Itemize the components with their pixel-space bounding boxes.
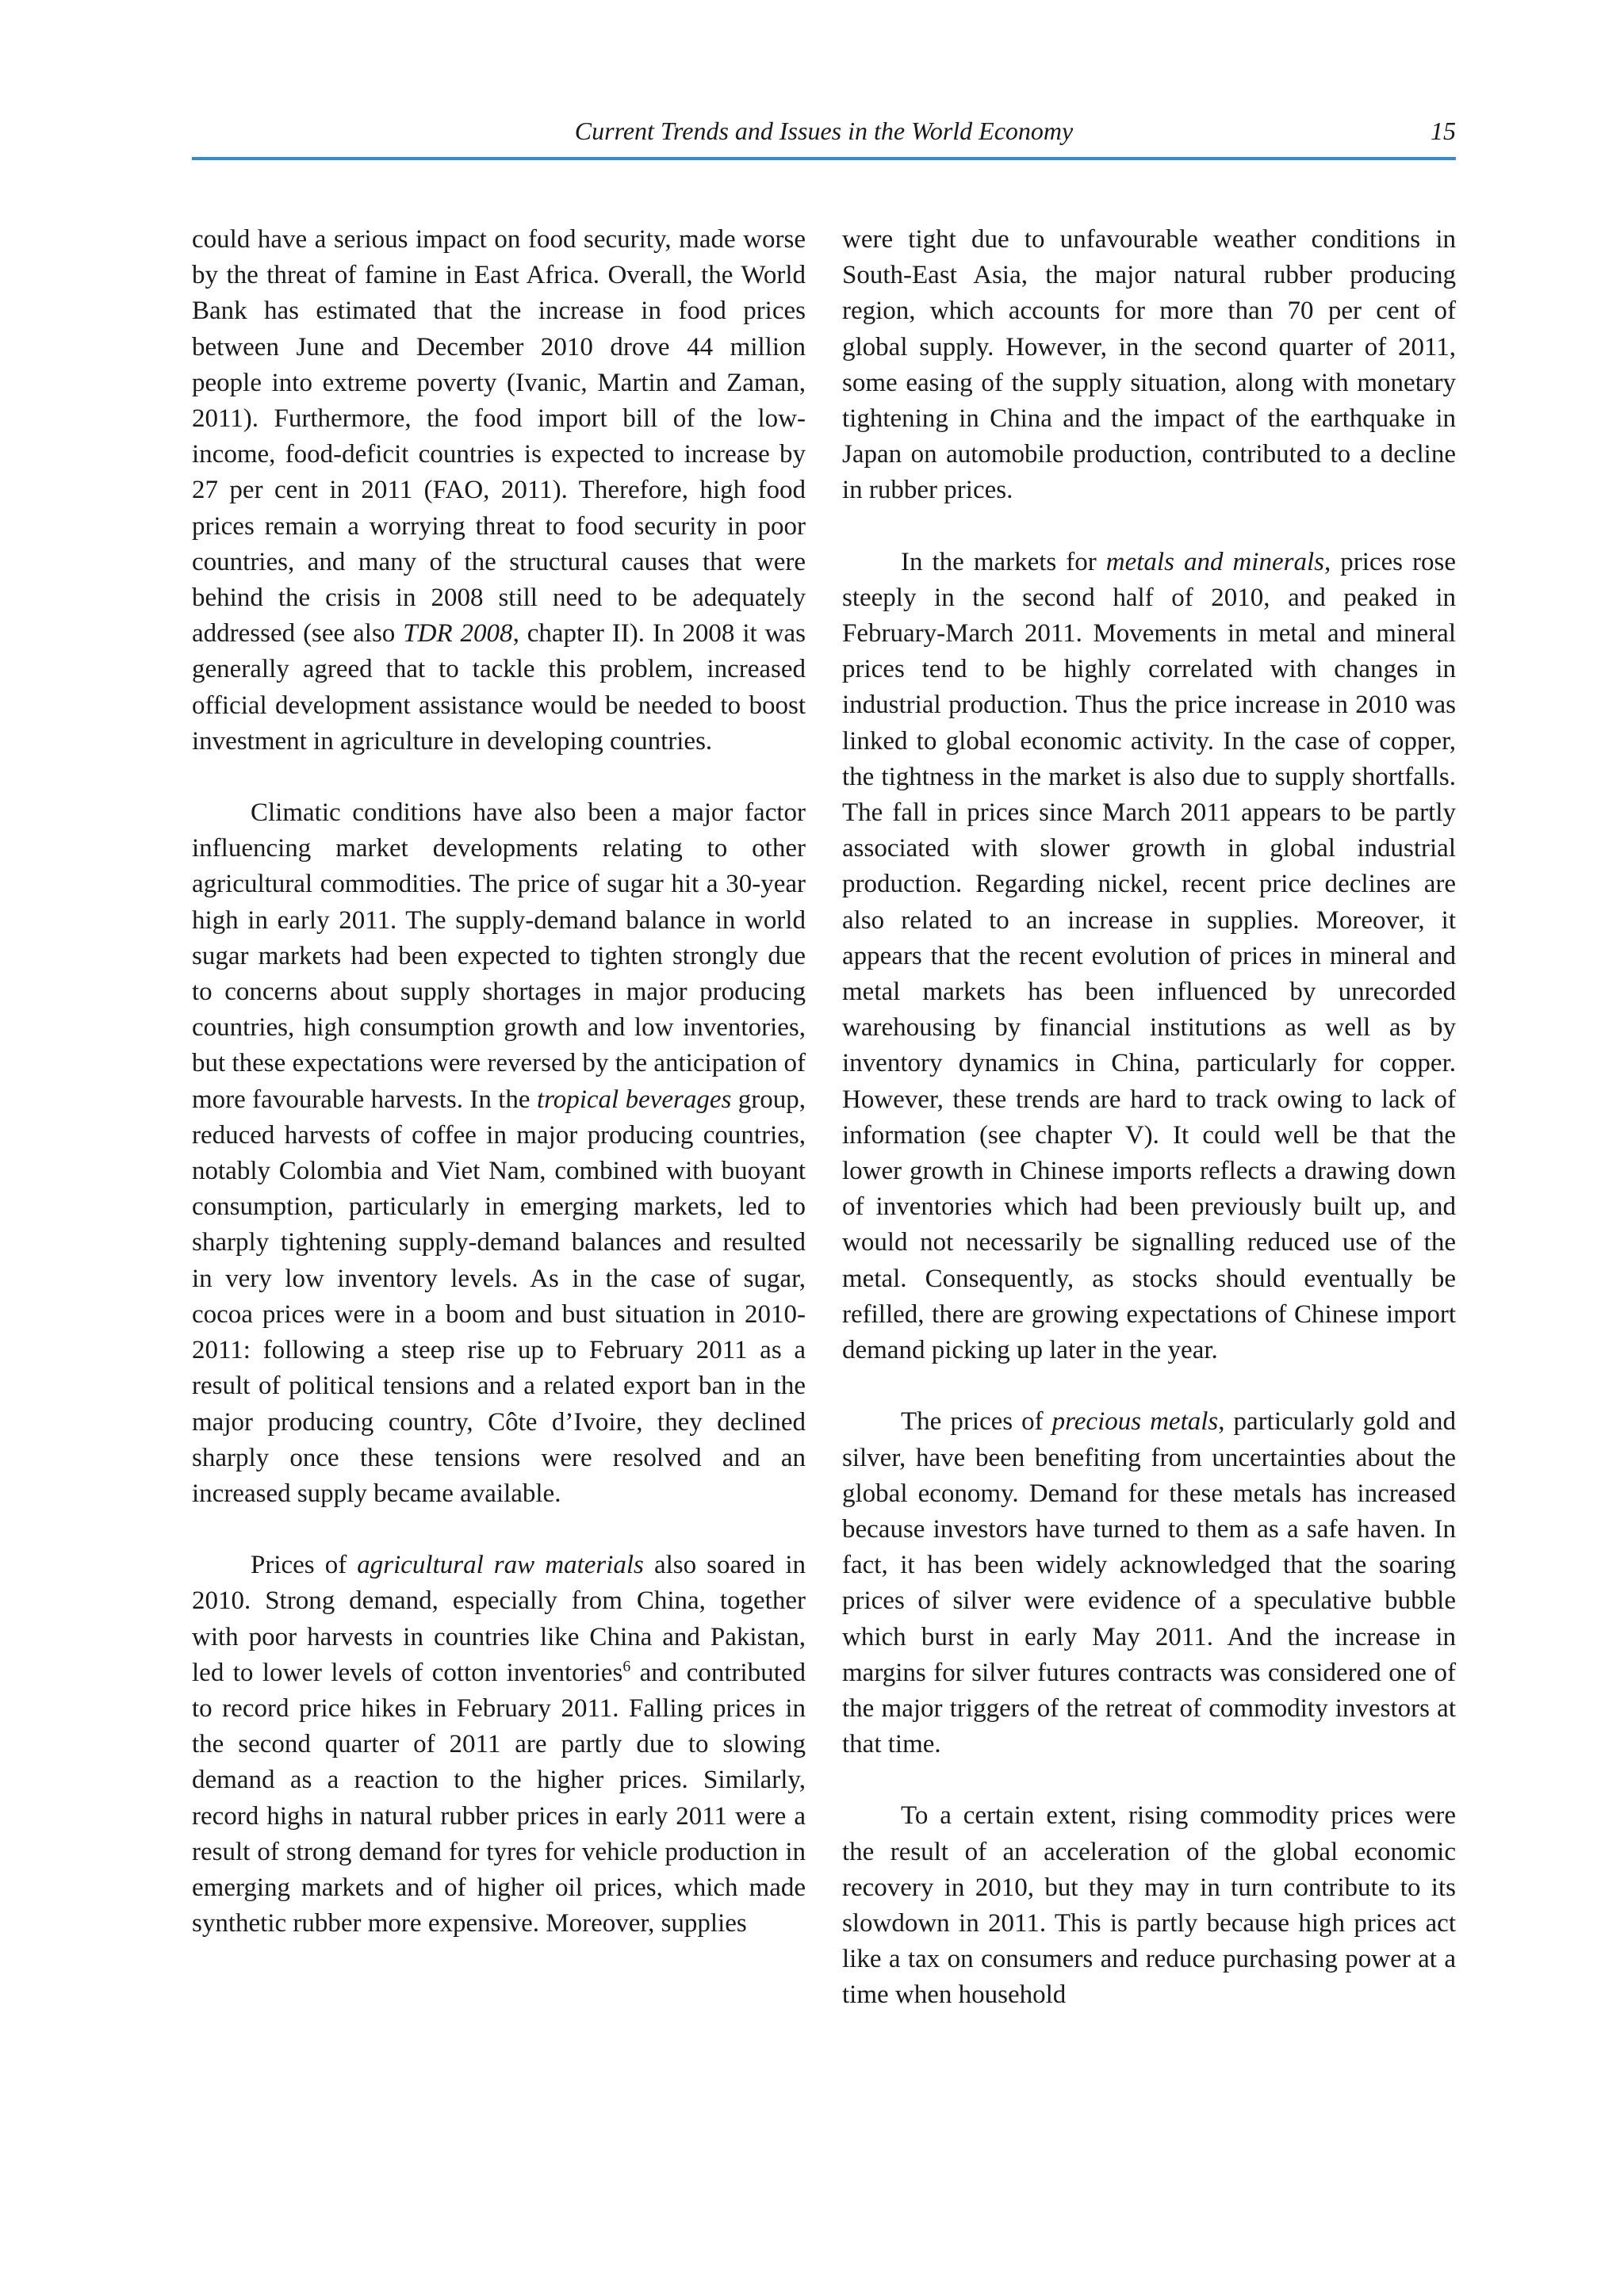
text-span: Prices of [251,1551,358,1580]
text-span: In the markets for [901,547,1106,576]
text-span: , particularly gold and silver, have been benefiting from uncertainties about the global economy. Demand for these metals has increased because investors have turned to them as a safe haven. In fact, it has been widely acknowledged that the soaring prices of silver were evidence of a speculative bubble which burst in early May 2011. And the increase in margins for silver futures contracts was considered one of the major triggers of the retreat of commodity investors at that time. [842,1407,1456,1759]
text-span: could have a serious impact on food security, made worse by the threat of famine in East Africa. Overall, the World Bank has estimated that the increase in food prices between June and December 2010 drove 44 million people into extreme poverty (Ivanic, Martin and Zaman, 2011). Furthermore, the food import bill of the low-income, food-deficit countries is expected to increase by 27 per cent in 2011 (FAO, 2011). Therefore, high food prices remain a worrying threat to food security in poor countries, and many of the structural causes that were behind the crisis in 2008 still need to be adequately addressed (see also [192,225,806,649]
italic-term: precious metals [1051,1407,1219,1437]
paragraph-raw-materials [192,1548,806,1942]
italic-term: agricultural raw materials [357,1551,644,1580]
text-span: group, reduced harvests of coffee in major producing countries, notably Colombia and Viet Nam, combined with buoyant consumption, particularly in emerging markets, led to sharply tightening supply-demand balances and resulted in very low inventory levels. As in the case of sugar, cocoa prices were in a boom and bust situation in 2010-2011: following a steep rise up to February 2011 as a result of political tensions and a related export ban in the major producing country, Côte d’Ivoire, they declined sharply once these tensions were resolved and an increased supply became available. [192,1085,806,1508]
right-column [842,222,1456,2014]
paragraph-food-security [192,222,806,760]
page-number: 15 [1431,117,1456,145]
text-span: , chapter II). In 2008 it was generally agreed that to tackle this problem, increased official development assistance would be needed to boost investment in agriculture in developing countries. [192,619,806,756]
italic-reference: TDR 2008 [403,619,513,649]
text-span: and contributed to record price hikes in February 2011. Falling prices in the second quarter of 2011 are partly due to slowing demand as a reaction to the higher prices. Similarly, record highs in natural rubber prices in early 2011 were a result of strong demand for tyres for vehicle production in emerging markets and of higher oil prices, which made synthetic rubber more expensive. Moreover, supplies [192,1658,806,1938]
paragraph-rubber-supply [842,222,1456,509]
text-span: To a certain extent, rising commodity prices were the result of an acceleration of the global economic recovery in 2010, but they may in turn contribute to its slowdown in 2011. This is partly because high prices act like a tax on consumers and reduce purchasing power at a time when household [842,1801,1456,2010]
running-title: Current Trends and Issues in the World Economy [574,117,1074,145]
italic-term: tropical beverages [536,1085,732,1114]
text-span: , prices rose steeply in the second half of 2010, and peaked in February-March 2011. Movements in metal and mineral prices tend to be highly correlated with changes in industrial production. Thus the price increase in 2010 was linked to global economic activity. In the case of copper, the tightness in the market is also due to supply shortfalls. The fall in prices since March 2011 appears to be partly associated with slower growth in global industrial production. Regarding nickel, recent price declines are also related to an increase in supplies. Moreover, it appears that the recent evolution of prices in mineral and metal markets has been influenced by unrecorded warehousing by financial institutions as well as by inventory dynamics in China, particularly for copper. However, these trends are hard to track owing to lack of information (see chapter V). It could well be that the lower growth in Chinese imports reflects a drawing down of inventories which had been previously built up, and would not necessarily be signalling reduced use of the metal. Consequently, as stocks should eventually be refilled, there are growing expectations of Chinese import demand picking up later in the year. [842,547,1456,1365]
text-span: Climatic conditions have also been a major factor influencing market developments relating to other agricultural commodities. The price of sugar hit a 30-year high in early 2011. The supply-demand balance in world sugar markets had been expected to tighten strongly due to concerns about supply shortages in major producing countries, high consumption growth and low inventories, but these expectations were reversed by the anticipation of more favourable harvests. In the [192,798,806,1114]
text-span: were tight due to unfavourable weather conditions in South-East Asia, the major natural rubber producing region, which accounts for more than 70 per cent of global supply. However, in the second quarter of 2011, some easing of the supply situation, along with monetary tightening in China and the impact of the earthquake in Japan on automobile production, contributed to a decline in rubber prices. [842,225,1456,505]
paragraph-precious-metals [842,1404,1456,1762]
paragraph-metals-minerals [842,545,1456,1369]
paragraph-commodity-prices [842,1798,1456,2013]
text-span: The prices of [901,1407,1052,1437]
text-span: also soared in 2010. Strong demand, especially from China, together with poor harvests in countries like China and Pakistan, led to lower levels of cotton inventories [192,1551,806,1687]
header-rule [192,157,1456,160]
paragraph-climatic-conditions [192,795,806,1512]
left-column [192,222,806,1942]
footnote-marker[interactable]: 6 [622,1657,631,1675]
italic-term: metals and minerals [1105,547,1324,576]
page-header [192,113,1456,154]
